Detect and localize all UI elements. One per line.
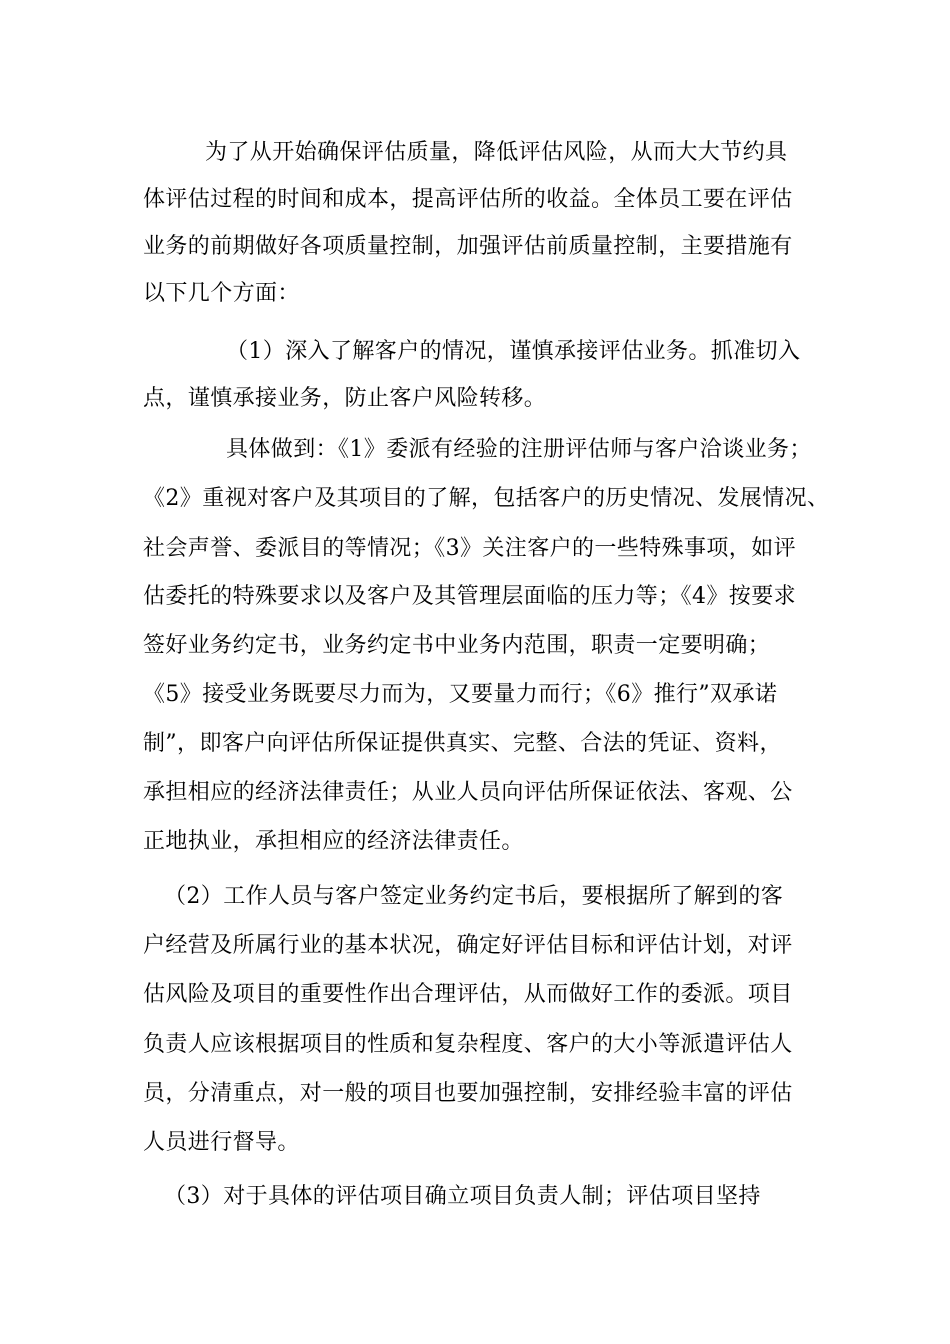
text-line: 《2》重视对客户及其项目的了解，包括客户的历史情况、发展情况、: [143, 486, 830, 511]
text-line: 业务的前期做好各项质量控制，加强评估前质量控制，主要措施有: [143, 234, 793, 259]
text-line: 制”，即客户向评估所保证提供真实、完整、合法的凭证、资料，: [143, 731, 782, 756]
text-line: 以下几个方面：: [143, 281, 300, 306]
text-line: 承担相应的经济法律责任；从业人员向评估所保证依法、客观、公: [143, 780, 793, 805]
text-line: 户经营及所属行业的基本状况，确定好评估目标和评估计划，对评: [143, 933, 793, 958]
text-line: 估风险及项目的重要性作出合理评估，从而做好工作的委派。项目: [143, 982, 793, 1007]
text-line: 社会声誉、委派目的等情况；《3》关注客户的一些特殊事项，如评: [143, 536, 796, 561]
text-line: 人员进行督导。: [143, 1130, 300, 1155]
text-line: 为了从开始确保评估质量，降低评估风险，从而大大节约具: [205, 140, 788, 165]
text-line: 《5》接受业务既要尽力而为，又要量力而行；《6》推行”双承诺: [143, 682, 778, 707]
text-line: （2）工作人员与客户签定业务约定书后，要根据所了解到的客: [164, 884, 784, 909]
text-line: 正地执业，承担相应的经济法律责任。: [143, 829, 524, 854]
text-line: 具体做到：《1》委派有经验的注册评估师与客户洽谈业务；: [226, 437, 812, 462]
text-line: 负责人应该根据项目的性质和复杂程度、客户的大小等派遣评估人: [143, 1032, 793, 1057]
text-line: 点，谨慎承接业务，防止客户风险转移。: [143, 386, 547, 411]
text-line: 估委托的特殊要求以及客户及其管理层面临的压力等；《4》按要求: [143, 584, 796, 609]
text-line: （1）深入了解客户的情况，谨慎承接评估业务。抓准切入: [226, 339, 801, 364]
text-line: 员，分清重点，对一般的项目也要加强控制，安排经验丰富的评估: [143, 1081, 793, 1106]
text-line: （3）对于具体的评估项目确立项目负责人制；评估项目坚持: [164, 1184, 761, 1209]
text-line: 体评估过程的时间和成本，提高评估所的收益。全体员工要在评估: [143, 187, 793, 212]
text-line: 签好业务约定书，业务约定书中业务内范围，职责一定要明确；: [143, 633, 771, 658]
